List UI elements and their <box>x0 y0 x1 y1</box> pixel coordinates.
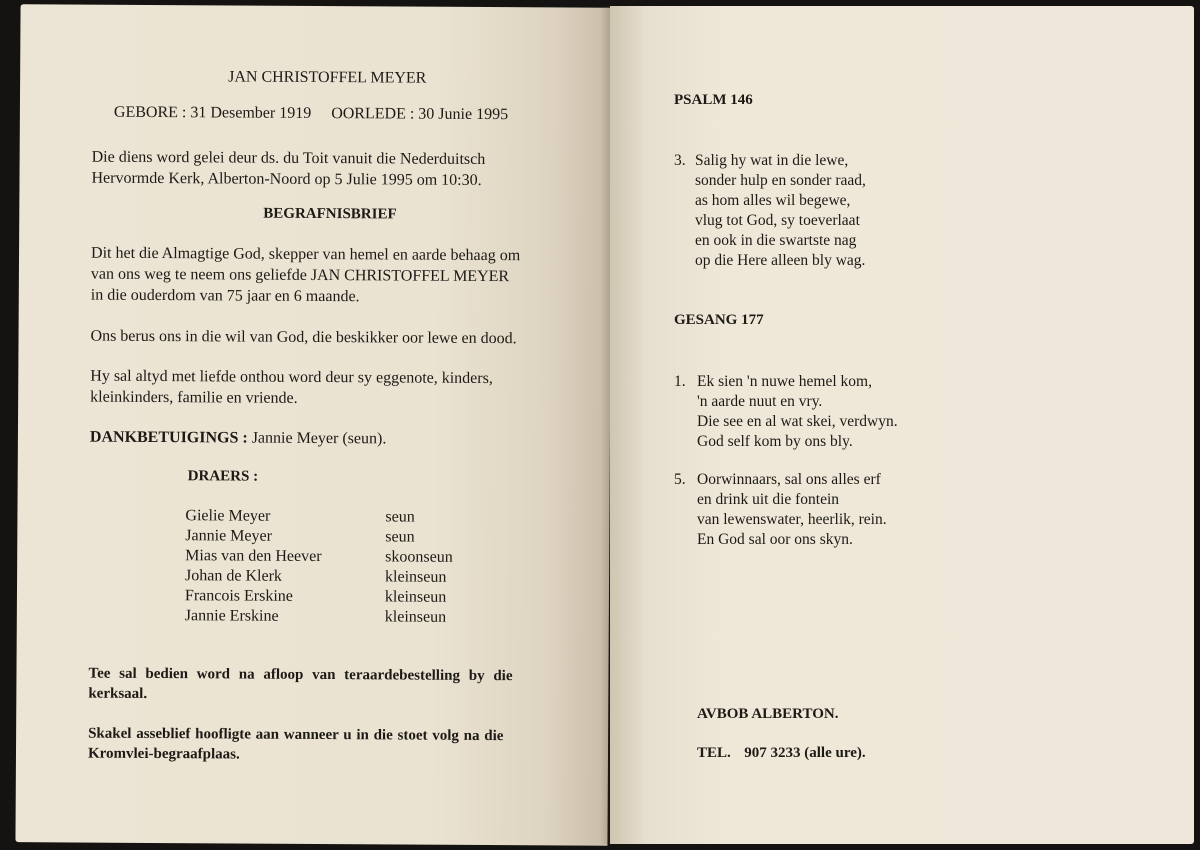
psalm-line: sonder hulp en sonder raad, <box>695 172 866 189</box>
deceased-name: JAN CHRISTOFFEL MEYER <box>228 68 427 87</box>
tea-line-2: kerksaal. <box>88 685 148 702</box>
bearers-list <box>185 507 506 629</box>
right-page <box>610 6 1194 844</box>
bearer-name: Gielie Meyer <box>185 507 271 525</box>
gesang-verse-1-number: 1. <box>674 373 686 390</box>
bearer-row <box>185 587 505 609</box>
psalm-line: as hom alles wil begewe, <box>695 192 851 209</box>
psalm-heading: PSALM 146 <box>674 92 753 108</box>
died-date: 30 Junie 1995 <box>418 105 509 124</box>
tea-line-1: Tee sal bedien word na afloop van teraardebestelling by die <box>88 665 513 685</box>
gesang-line: Oorwinnaars, sal ons alles erf <box>697 471 881 488</box>
bearer-relation: seun <box>385 528 415 546</box>
born-label: GEBORE : <box>113 103 187 122</box>
psalm-line: op die Here alleen bly wag. <box>695 252 866 269</box>
left-page <box>15 4 612 846</box>
gesang-verse-5 <box>697 470 887 550</box>
lights-line-1: Skakel asseblief hoofligte aan wanneer u in die stoet volg na die <box>88 725 504 745</box>
announcement-line-3: in die ouderdom van 75 jaar en 6 maande. <box>90 286 360 306</box>
gesang-line: Ek sien 'n nuwe hemel kom, <box>697 373 872 390</box>
psalm-line: en ook in die swartste nag <box>695 232 857 249</box>
telephone-line <box>697 745 866 762</box>
thanks-label: DANKBETUIGINGS : <box>89 428 248 447</box>
bearer-name: Francois Erskine <box>184 587 293 605</box>
bearer-name: Jannie Erskine <box>184 607 279 625</box>
bearer-row <box>185 607 505 629</box>
bearer-relation: kleinseun <box>385 568 447 586</box>
telephone-number: 907 3233 (alle ure). <box>744 745 866 761</box>
bearer-name: Jannie Meyer <box>185 527 273 545</box>
bearer-relation: seun <box>385 508 415 526</box>
gesang-line: Die see en al wat skei, verdwyn. <box>697 413 898 430</box>
died-label: OORLEDE : <box>331 105 415 123</box>
bearer-row <box>185 547 505 569</box>
bearer-row <box>185 507 505 529</box>
gesang-line: En God sal oor ons skyn. <box>697 531 853 548</box>
born-date: 31 Desember 1919 <box>190 104 312 122</box>
gesang-line: God self kom by ons bly. <box>697 433 853 450</box>
bearer-row <box>185 527 505 549</box>
announcement-line-1: Dit het die Almagtige God, skepper van hemel en aarde behaag om <box>90 244 521 265</box>
memory-line-2: kleinkinders, familie en vriende. <box>90 388 298 407</box>
announcement-line-2: van ons weg te neem ons geliefde JAN CHRISTOFFEL MEYER <box>90 265 510 286</box>
bearer-row <box>185 567 505 589</box>
psalm-verse-number: 3. <box>674 152 686 169</box>
gesang-line: van lewenswater, heerlik, rein. <box>697 511 887 528</box>
bearer-name: Johan de Klerk <box>185 567 282 585</box>
section-heading-begrafnisbrief: BEGRAFNISBRIEF <box>263 205 397 223</box>
bearer-relation: skoonseun <box>385 548 453 566</box>
bearer-name: Mias van den Heever <box>185 547 322 566</box>
gesang-verse-5-number: 5. <box>674 471 686 488</box>
faith-line: Ons berus ons in die wil van God, die beskikker oor lewe en dood. <box>90 327 517 348</box>
dates-line <box>114 104 508 124</box>
psalm-verse <box>695 151 866 271</box>
bearer-relation: kleinseun <box>384 608 447 626</box>
service-line-2: Hervormde Kerk, Alberton-Noord op 5 Julie 1995 om 10:30. <box>91 169 482 189</box>
bearer-relation: kleinseun <box>384 588 447 606</box>
thanks-line <box>90 429 387 449</box>
service-line-1: Die diens word gelei deur ds. du Toit vanuit die Nederduitsch <box>91 148 486 169</box>
lights-line-2: Kromvlei-begraafplaas. <box>87 745 240 763</box>
gesang-heading: GESANG 177 <box>674 312 764 328</box>
psalm-line: Salig hy wat in die lewe, <box>695 152 849 169</box>
gesang-line: 'n aarde nuut en vry. <box>697 393 823 410</box>
psalm-line: vlug tot God, sy toeverlaat <box>695 212 860 229</box>
telephone-label: TEL. <box>697 745 731 761</box>
gesang-line: en drink uit die fontein <box>697 491 840 508</box>
gesang-verse-1 <box>697 372 898 452</box>
thanks-value: Jannie Meyer (seun). <box>251 429 387 448</box>
undertaker-name: AVBOB ALBERTON. <box>697 706 839 722</box>
memory-line-1: Hy sal altyd met liefde onthou word deur sy eggenote, kinders, <box>90 367 493 388</box>
bearers-heading: DRAERS : <box>187 468 259 485</box>
